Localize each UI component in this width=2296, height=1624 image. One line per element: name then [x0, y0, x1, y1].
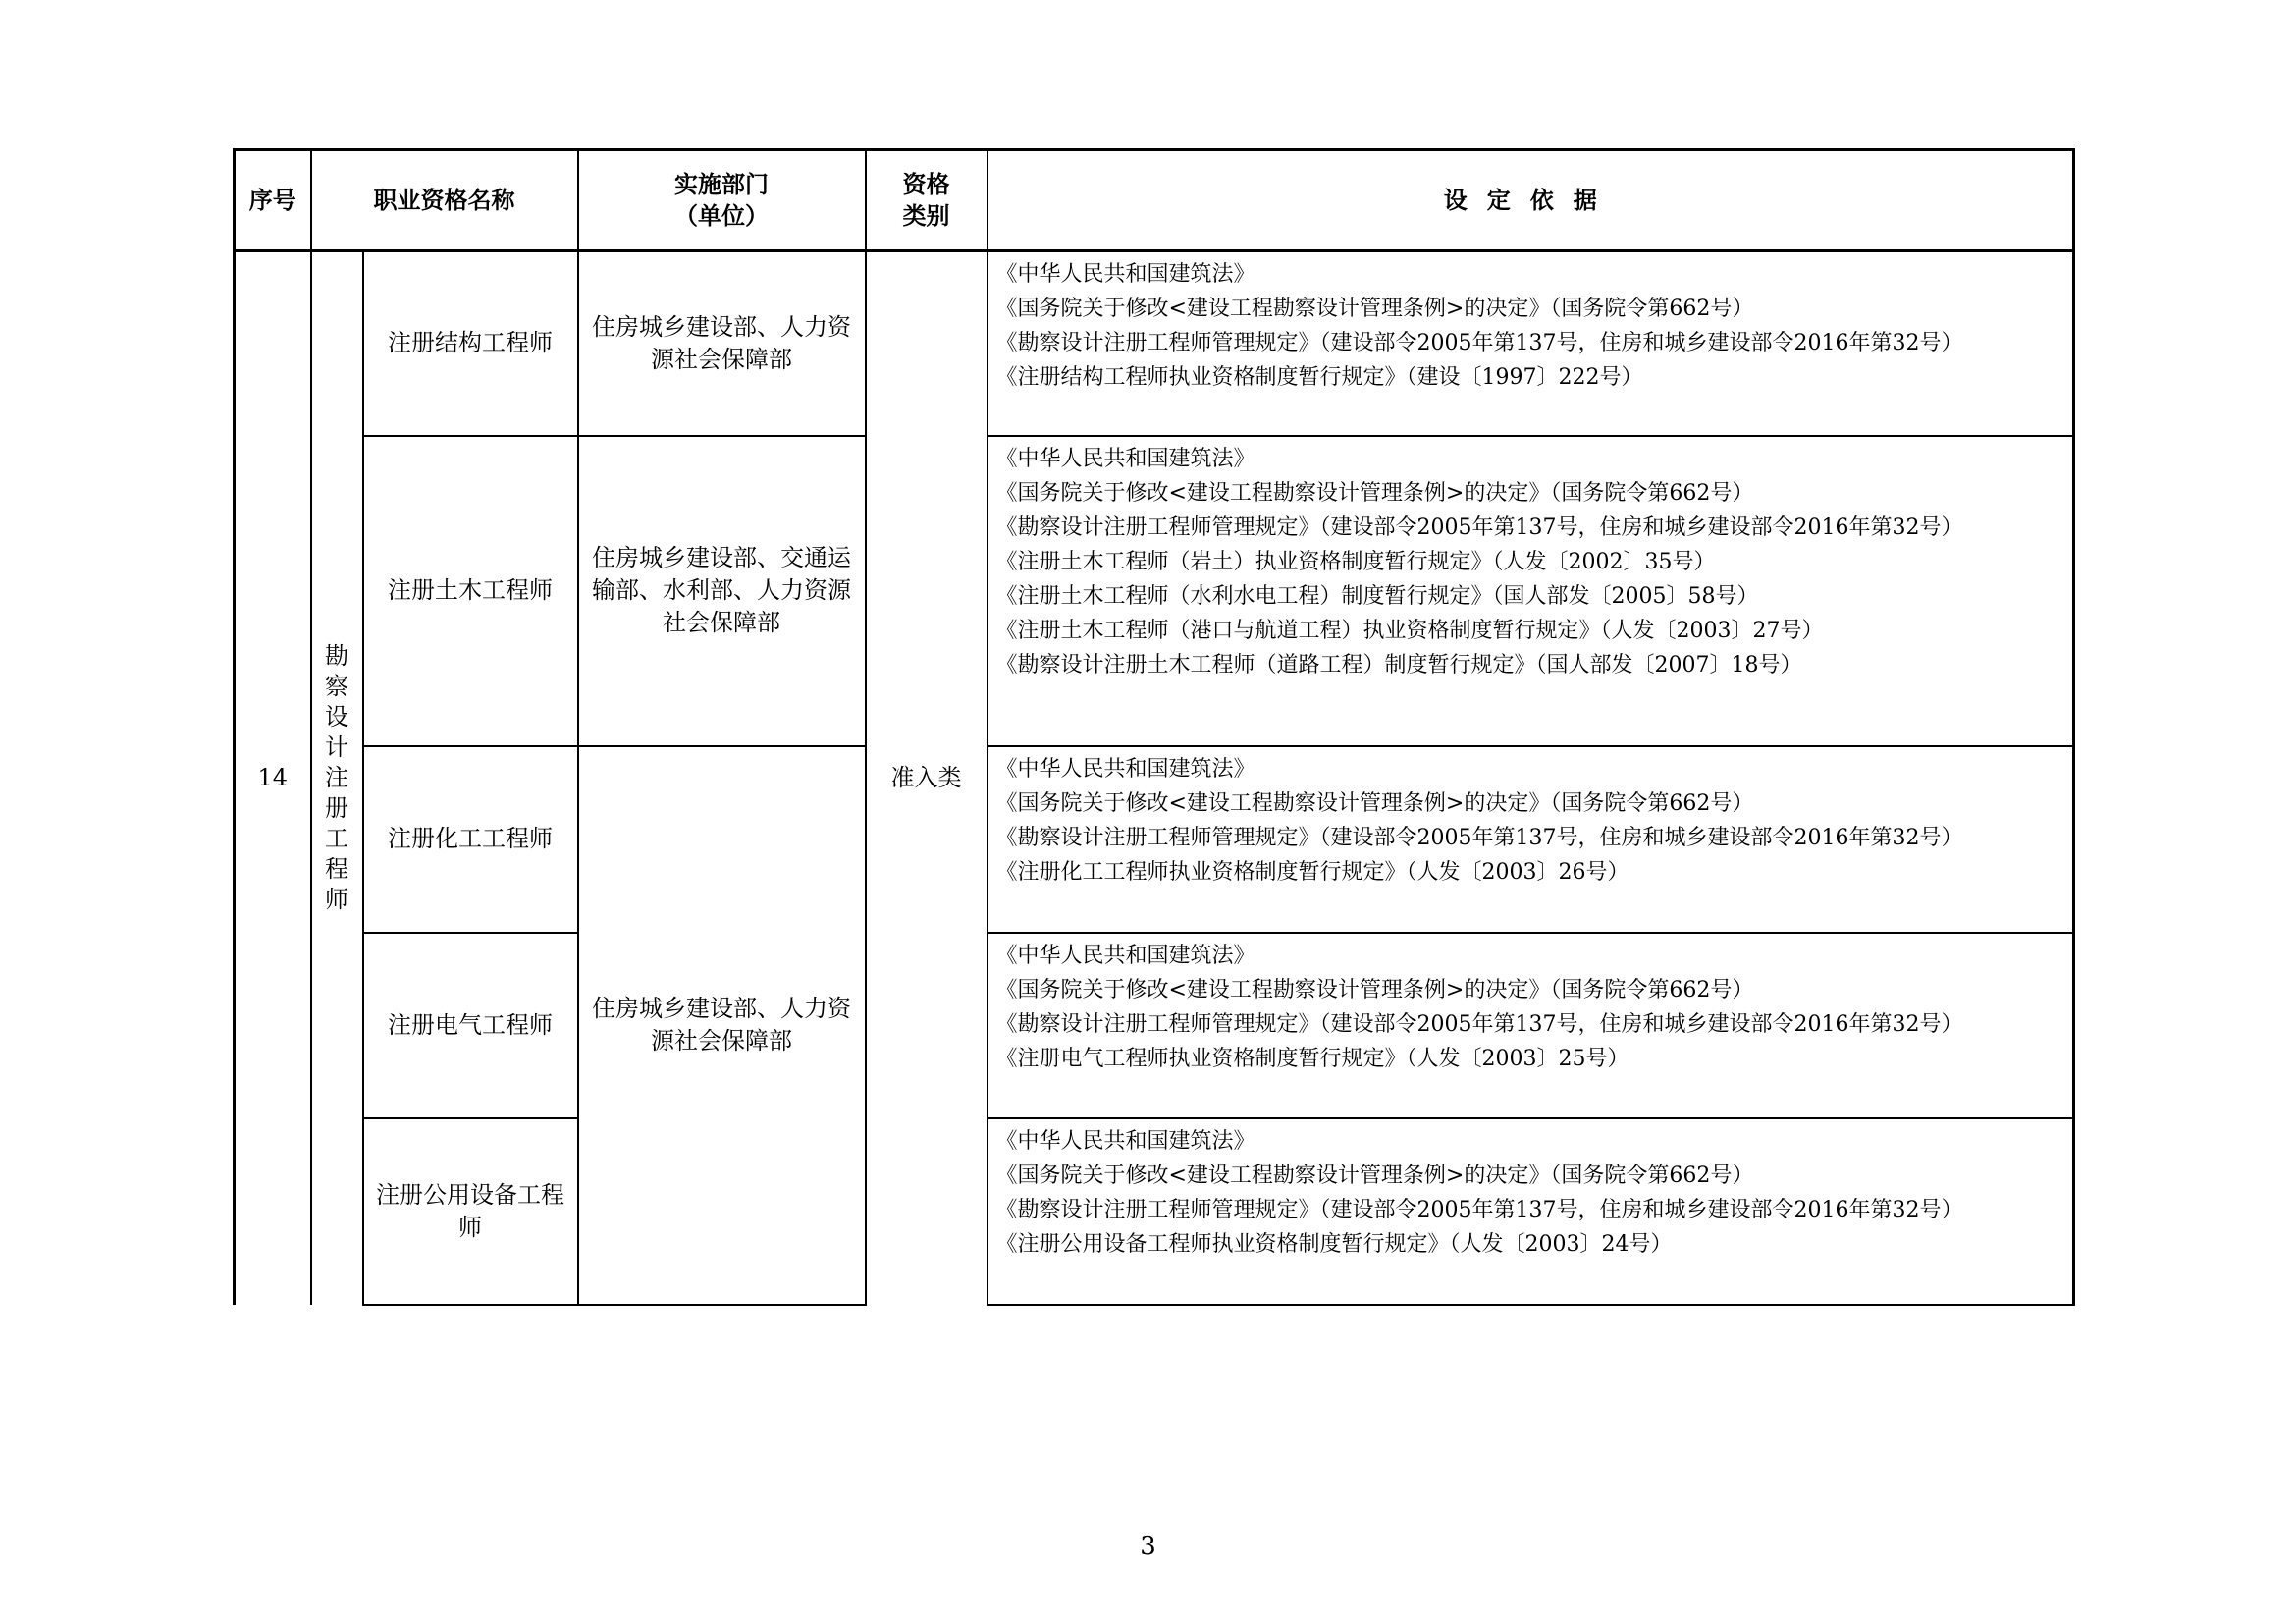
basis-item: 《注册化工工程师执业资格制度暂行规定》（人发〔2003〕26号）	[995, 859, 1629, 885]
basis-cell	[988, 1118, 2074, 1305]
table-row	[235, 251, 2074, 436]
page-number: 3	[1140, 1532, 1156, 1561]
basis-item: 《注册结构工程师执业资格制度暂行规定》（建设〔1997〕222号）	[995, 365, 1643, 390]
table-row	[235, 436, 2074, 746]
basis-item: 《注册土木工程师（岩土）执业资格制度暂行规定》（人发〔2002〕35号）	[995, 549, 1716, 574]
qualification-name: 注册公用设备工程师	[363, 1118, 578, 1305]
basis-item: 《中华人民共和国建筑法》	[995, 1128, 1255, 1154]
basis-item: 《国务院关于修改<建设工程勘察设计管理条例>的决定》（国务院令第662号）	[995, 790, 1754, 816]
category-name: 勘察设计注册工程师	[325, 642, 348, 914]
basis-item: 《注册土木工程师（水利水电工程）制度暂行规定》（国人部发〔2005〕58号）	[995, 583, 1759, 609]
basis-item: 《国务院关于修改<建设工程勘察设计管理条例>的决定》（国务院令第662号）	[995, 297, 1754, 321]
basis-item: 《勘察设计注册工程师管理规定》（建设部令2005年第137号，住房和城乡建设部令2016年第32号）	[995, 1011, 1963, 1037]
qualification-name: 注册电气工程师	[363, 933, 578, 1118]
basis-item: 《中华人民共和国建筑法》	[995, 262, 1255, 287]
header-qualification-type: 资格 类别	[866, 150, 988, 251]
seq-cell	[235, 251, 311, 1305]
basis-item: 《中华人民共和国建筑法》	[995, 446, 1255, 471]
basis-item: 《国务院关于修改<建设工程勘察设计管理条例>的决定》（国务院令第662号）	[995, 977, 1754, 1002]
basis-item: 《中华人民共和国建筑法》	[995, 756, 1255, 782]
qualification-name: 注册结构工程师	[363, 251, 578, 436]
basis-item: 《注册土木工程师（港口与航道工程）执业资格制度暂行规定》（人发〔2003〕27号）	[995, 618, 1824, 643]
header-department: 实施部门 （单位）	[578, 150, 866, 251]
basis-item: 《勘察设计注册土木工程师（道路工程）制度暂行规定》（国人部发〔2007〕18号）	[995, 652, 1802, 677]
qualification-type: 准入类	[866, 251, 988, 1305]
basis-cell	[988, 251, 2074, 436]
table-row	[235, 746, 2074, 933]
table-header-row	[235, 150, 2074, 251]
table-row	[235, 1118, 2074, 1305]
category-cell	[311, 251, 363, 1305]
basis-item: 《注册公用设备工程师执业资格制度暂行规定》（人发〔2003〕24号）	[995, 1231, 1673, 1257]
basis-cell	[988, 746, 2074, 933]
header-qualification-name: 职业资格名称	[311, 150, 578, 251]
seq-number: 14	[257, 764, 289, 792]
header-seq: 序号	[235, 150, 311, 251]
basis-cell	[988, 933, 2074, 1118]
header-basis: 设定依据	[988, 150, 2074, 251]
basis-item: 《勘察设计注册工程师管理规定》（建设部令2005年第137号，住房和城乡建设部令2016年第32号）	[995, 1197, 1963, 1222]
table-row	[235, 933, 2074, 1118]
department-cell: 住房城乡建设部、人力资源社会保障部	[578, 251, 866, 436]
basis-item: 《国务院关于修改<建设工程勘察设计管理条例>的决定》（国务院令第662号）	[995, 480, 1754, 506]
qualification-name: 注册化工工程师	[363, 746, 578, 933]
qualification-name: 注册土木工程师	[363, 436, 578, 746]
basis-item: 《注册电气工程师执业资格制度暂行规定》（人发〔2003〕25号）	[995, 1046, 1629, 1071]
department-cell: 住房城乡建设部、交通运输部、水利部、人力资源社会保障部	[578, 436, 866, 746]
basis-item: 《国务院关于修改<建设工程勘察设计管理条例>的决定》（国务院令第662号）	[995, 1163, 1754, 1188]
basis-item: 《勘察设计注册工程师管理规定》（建设部令2005年第137号，住房和城乡建设部令2016年第32号）	[995, 514, 1963, 540]
basis-item: 《勘察设计注册工程师管理规定》（建设部令2005年第137号，住房和城乡建设部令2016年第32号）	[995, 331, 1963, 355]
basis-cell	[988, 436, 2074, 746]
department-cell: 住房城乡建设部、人力资源社会保障部	[578, 746, 866, 1305]
qualification-table	[233, 148, 2075, 1306]
basis-item: 《中华人民共和国建筑法》	[995, 943, 1255, 968]
basis-item: 《勘察设计注册工程师管理规定》（建设部令2005年第137号，住房和城乡建设部令2016年第32号）	[995, 825, 1963, 850]
